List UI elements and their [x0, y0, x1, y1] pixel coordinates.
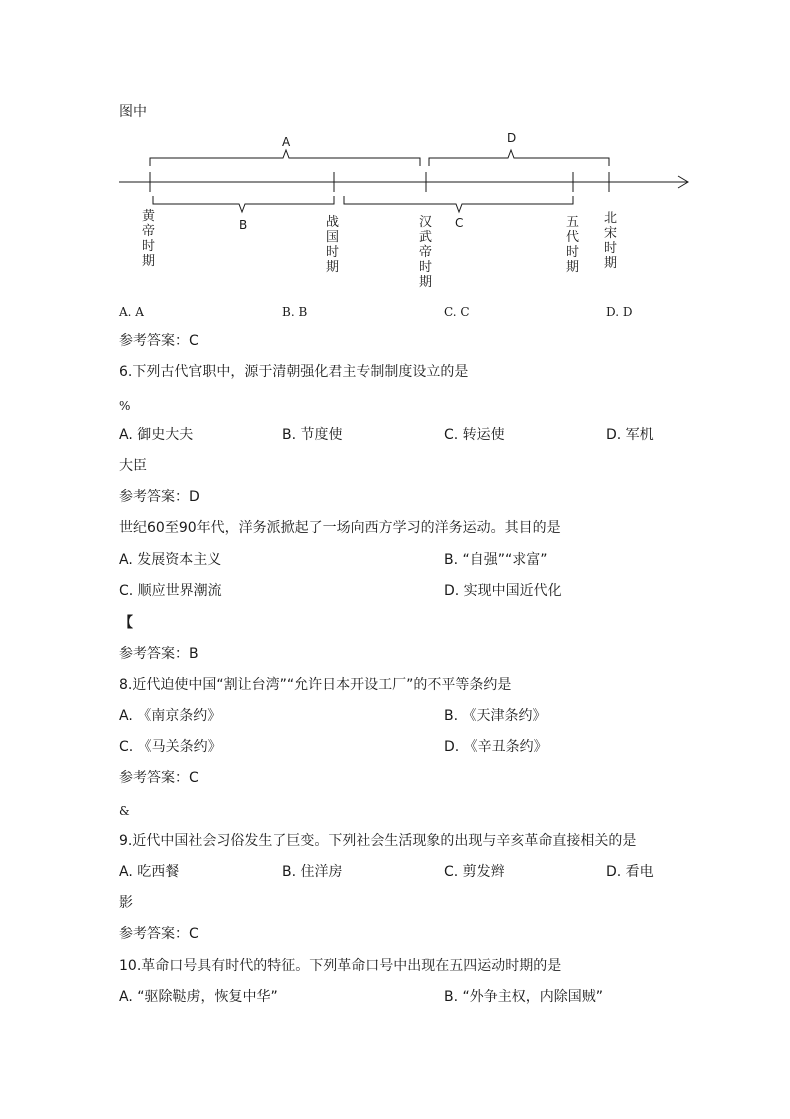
period-hanwudi-1: 汉: [419, 215, 433, 230]
period-wudai-1: 五: [566, 215, 580, 230]
period-wudai-2: 代: [566, 230, 580, 245]
period-hanwudi-2: 武: [419, 230, 433, 245]
q6-stem: 6.下列古代官职中，源于清朝强化君主专制制度设立的是: [119, 364, 469, 380]
period-huangdi-3: 时: [142, 239, 156, 254]
q5-option-a[interactable]: A. A: [119, 305, 144, 319]
brace-c: [344, 196, 573, 212]
q5-option-c[interactable]: C. C: [444, 305, 470, 319]
brace-b: [153, 196, 334, 212]
q6-option-b[interactable]: B. 节度使: [282, 427, 343, 443]
period-hanwudi-4: 时: [419, 260, 433, 275]
brace-label-d: D: [507, 131, 517, 145]
q5-option-b[interactable]: B. B: [282, 305, 308, 319]
q8-option-b[interactable]: B. 《天津条约》: [444, 708, 547, 724]
period-zhanguo-2: 国: [326, 230, 340, 245]
period-hanwudi-3: 帝: [419, 245, 433, 260]
q8-stray-mark: &: [119, 804, 130, 818]
period-wudai-3: 时: [566, 245, 580, 260]
q6-option-a[interactable]: A. 御史大夫: [119, 427, 194, 443]
period-huangdi-4: 期: [142, 254, 156, 269]
q8-answer: 参考答案：C: [119, 770, 199, 786]
period-zhanguo-4: 期: [326, 260, 340, 275]
q10-stem: 10.革命口号具有时代的特征。下列革命口号中出现在五四运动时期的是: [119, 958, 562, 974]
q9-option-a[interactable]: A. 吃西餐: [119, 864, 180, 880]
q9-option-c[interactable]: C. 剪发辫: [444, 864, 505, 880]
q8-option-c[interactable]: C. 《马关条约》: [119, 739, 222, 755]
brace-label-c: C: [455, 216, 464, 230]
brace-label-b: B: [239, 218, 248, 232]
period-huangdi-2: 帝: [142, 224, 156, 239]
q7-option-d[interactable]: D. 实现中国近代化: [444, 583, 562, 599]
q7-stem: 世纪60至90年代，洋务派掀起了一场向西方学习的洋务运动。其目的是: [119, 520, 561, 536]
q5-answer: 参考答案：C: [119, 333, 199, 349]
brace-label-a: A: [282, 135, 291, 149]
period-huangdi-1: 黄: [142, 209, 156, 224]
q7-option-a[interactable]: A. 发展资本主义: [119, 552, 222, 568]
q9-answer: 参考答案：C: [119, 926, 199, 942]
period-zhanguo-1: 战: [326, 215, 340, 230]
q9-option-b[interactable]: B. 住洋房: [282, 864, 343, 880]
brace-d: [429, 150, 609, 166]
period-wudai-4: 期: [566, 260, 580, 275]
period-beisong-3: 时: [604, 241, 618, 256]
q8-option-a[interactable]: A. 《南京条约》: [119, 708, 222, 724]
q6-answer: 参考答案：D: [119, 489, 200, 505]
q9-option-d-wrap: 影: [119, 895, 133, 911]
q9-option-d[interactable]: D. 看电: [606, 864, 654, 880]
period-zhanguo-3: 时: [326, 245, 340, 260]
period-beisong-2: 宋: [604, 226, 618, 241]
period-hanwudi-5: 期: [419, 275, 433, 290]
q6-option-d[interactable]: D. 军机: [606, 427, 654, 443]
q10-option-b[interactable]: B. “外争主权，内除国贼”: [444, 989, 604, 1005]
q8-option-d[interactable]: D. 《辛丑条约》: [444, 739, 548, 755]
q7-option-b[interactable]: B. “自强”“求富”: [444, 552, 548, 568]
q10-option-a[interactable]: A. “驱除鞑虏，恢复中华”: [119, 989, 278, 1005]
q6-option-d-wrap: 大臣: [119, 458, 147, 474]
q5-option-d[interactable]: D. D: [606, 305, 633, 319]
q7-option-c[interactable]: C. 顺应世界潮流: [119, 583, 222, 599]
period-beisong-1: 北: [604, 211, 618, 226]
q8-stem: 8.近代迫使中国“割让台湾”“允许日本开设工厂”的不平等条约是: [119, 677, 512, 693]
q9-stem: 9.近代中国社会习俗发生了巨变。下列社会生活现象的出现与辛亥革命直接相关的是: [119, 833, 637, 849]
brace-a: [150, 150, 420, 166]
period-beisong-4: 期: [604, 256, 618, 271]
q7-answer: 参考答案：B: [119, 646, 199, 662]
q7-stray-mark: 【: [119, 615, 133, 631]
figure-caption: 图中: [119, 104, 147, 120]
q6-stray-mark: %: [119, 399, 131, 413]
q6-option-c[interactable]: C. 转运使: [444, 427, 505, 443]
